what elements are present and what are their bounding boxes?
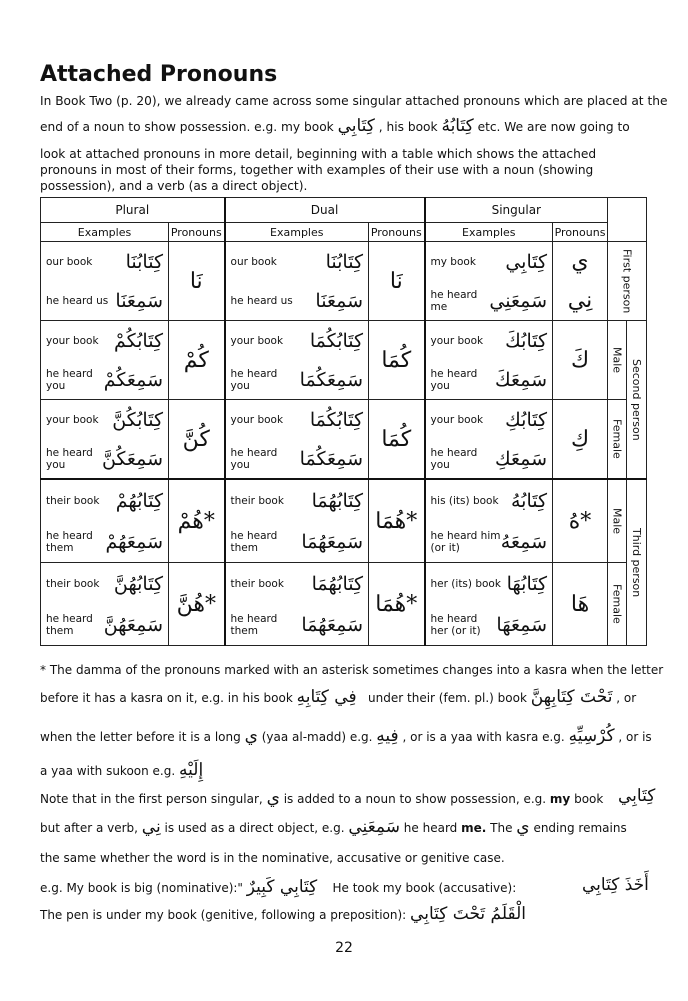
arabic-my-book: كِتَابِي (337, 116, 375, 136)
note-line-3: when the letter before it is a long ي (yaa al-madd) e.g. فِيهِ , or is a yaa with kasra e.g. كُرْسِيِّهِ , or is (40, 726, 652, 746)
intro-line-3: look at attached pronouns in more detail, beginning with a table which shows the attached pronouns in most of their forms, together with examples of their use with a noun (showing possession), and a verb (as a direct object). (40, 147, 597, 193)
note-line-2: before it has a kasra on it, e.g. in his book فِي كِتَابِهِ under their (fem. pl.) book تَحْتَ كِتَابِهِنَّ , or (40, 687, 637, 707)
header-singular: Singular (425, 198, 608, 223)
label-second-person: Second person (630, 358, 644, 441)
label-third-person: Third person (630, 527, 644, 598)
header-examples: Examples (425, 223, 553, 242)
arabic-his-book: كِتَابُهُ (441, 116, 474, 136)
note-line-1: * The damma of the pronouns marked with an asterisk sometimes changes into a kasra when the letter (40, 663, 664, 677)
table-row: your book كِتَابُكُمْ he heard you سَمِعَكُمْ كُمْ your book كِتَابُكُمَا he heard you سَمِعَكُمَا كُمَا your book كِتَابُكَ he heard you سَمِعَكَ كَ Male Second person (41, 321, 647, 400)
header-examples: Examples (41, 223, 169, 242)
note-line-5: Note that in the first person singular, ي is added to a noun to show possession, e.g. my book كِتَابِي (40, 786, 656, 808)
label-male: Male (610, 346, 624, 374)
label-first-person: First person (620, 248, 634, 314)
header-pronouns: Pronouns (369, 223, 425, 242)
note-line-7: the same whether the word is in the nominative, accusative or genitive case. (40, 851, 505, 865)
label-female: Female (610, 584, 624, 624)
note-line-9: The pen is under my book (genitive, following a preposition): الْقَلَمُ تَحْتَ كِتَابِي (40, 904, 527, 924)
header-plural: Plural (41, 198, 225, 223)
header-pronouns: Pronouns (553, 223, 608, 242)
note-line-4: a yaa with sukoon e.g. إِلَيْهِ (40, 760, 204, 780)
header-dual: Dual (225, 198, 425, 223)
note-line-8: e.g. My book is big (nominative):" كِتَابِي كَبِيرٌ He took my book (accusative): أَخَذَ كِتَابِي (40, 875, 649, 897)
pronoun-table (40, 197, 647, 646)
page-number: 22 (335, 940, 353, 956)
intro-line-2: end of a noun to show possession. e.g. my book كِتَابِي , his book كِتَابُهُ etc. We are now going to (40, 116, 630, 136)
label-female: Female (610, 419, 624, 459)
label-male: Male (610, 507, 624, 535)
table-row: their book كِتَابُهُمْ he heard them سَمِعَهُمْ هُمْ* their book كِتَابُهُمَا he heard them سَمِعَهُمَا هُمَا* his (its) book كِتَابُهُ he heard him (or it) سَمِعَهُ هُ* Male Third person (41, 479, 647, 563)
header-pronouns: Pronouns (169, 223, 225, 242)
header-examples: Examples (225, 223, 369, 242)
page-title: Attached Pronouns (40, 62, 278, 87)
table-row: their book كِتَابُهُنَّ he heard them سَمِعَهُنَّ هُنَّ* their book كِتَابُهُمَا he heard them سَمِعَهُمَا هُمَا* her (its) book كِتَابُهَا he heard her (or it) سَمِعَهَا هَا Female (41, 563, 647, 646)
intro-line-1: In Book Two (p. 20), we already came across some singular attached pronouns which are placed at the (40, 94, 668, 108)
table-row: your book كِتَابُكُنَّ he heard you سَمِعَكُنَّ كُنَّ your book كِتَابُكُمَا he heard you سَمِعَكُمَا كُمَا your book كِتَابُكِ he heard you سَمِعَكِ كِ Female (41, 400, 647, 480)
note-line-6: but after a verb, نِي is used as a direct object, e.g. سَمِعَنِي he heard me. The ي ending remains (40, 817, 627, 837)
table-row: our book كِتَابُنَا he heard us سَمِعَنَا نَا our book كِتَابُنَا he heard us سَمِعَنَا نَا my book كِتَابِي he heard me سَمِعَنِي ي نِي First person (41, 242, 647, 321)
